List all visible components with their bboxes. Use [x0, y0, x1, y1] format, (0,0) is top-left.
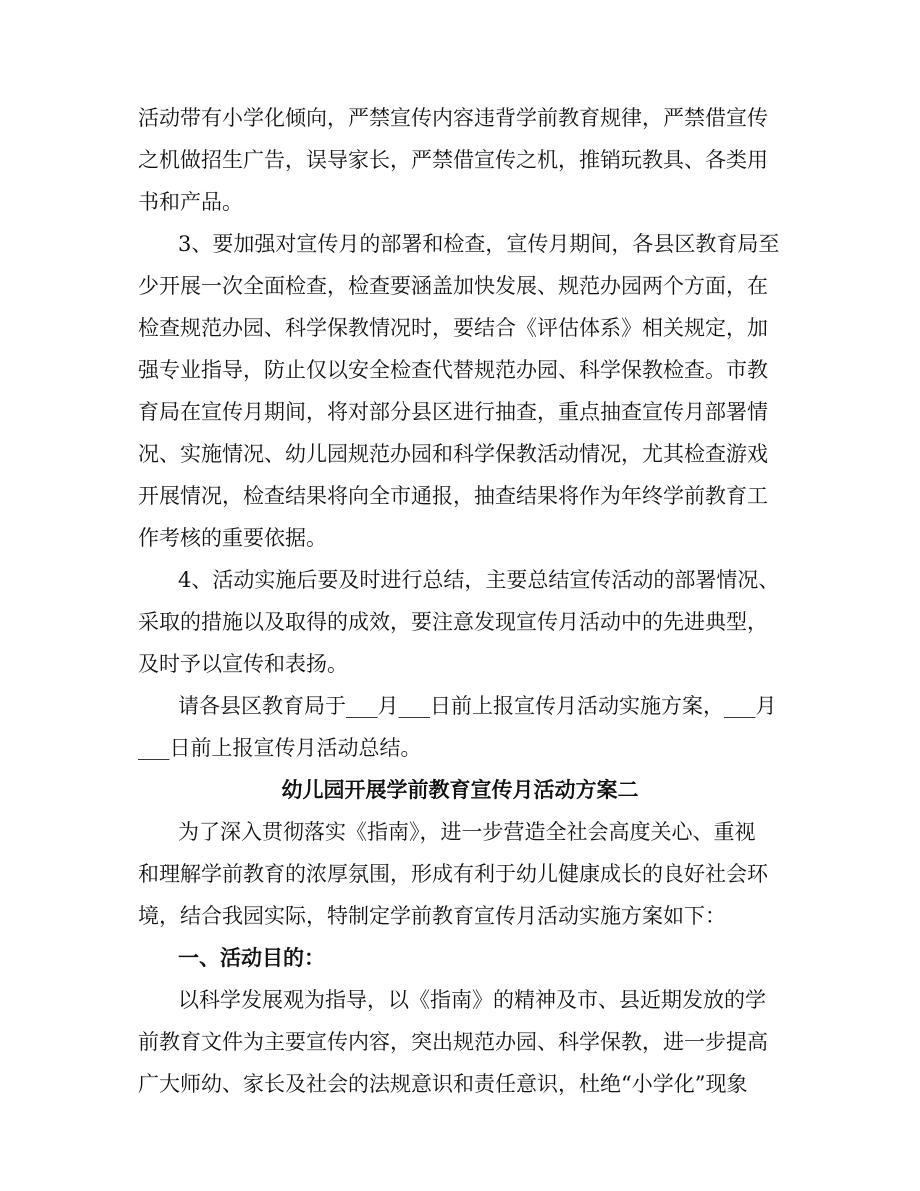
body-text-line: 境，结合我园实际，特制定学前教育宣传月活动实施方案如下： — [138, 904, 726, 928]
body-text-line: 及时予以宣传和表扬。 — [138, 652, 348, 676]
body-text-line: 前教育文件为主要宣传内容，突出规范办园、科学保教，进一步提高 — [138, 1030, 768, 1054]
intro-paragraph-start: 为了深入贯彻落实《指南》，进一步营造全社会高度关心、重视 — [178, 820, 756, 844]
body-text-line: 强专业指导，防止仅以安全检查代替规范办园、科学保教检查。市教 — [138, 358, 768, 382]
body-text-line: 之机做招生广告，误导家长，严禁借宣传之机，推销玩教具、各类用 — [138, 148, 768, 172]
deadline-paragraph-start: 请各县区教育局于___月___日前上报宣传月活动实施方案，___月 — [178, 694, 777, 718]
body-text-line: 育局在宣传月期间，将对部分县区进行抽查，重点抽查宣传月部署情 — [138, 400, 768, 424]
body-text-line: ___日前上报宣传月活动总结。 — [138, 736, 422, 760]
subsection-heading: 一、活动目的： — [178, 945, 325, 970]
body-text-line: 检查规范办园、科学保教情况时，要结合《评估体系》相关规定，加 — [138, 316, 768, 340]
purpose-paragraph-start: 以科学发展观为指导，以《指南》的精神及市、县近期发放的学 — [178, 988, 766, 1012]
body-text-line: 况、实施情况、幼儿园规范办园和科学保教活动情况，尤其检查游戏 — [138, 442, 768, 466]
body-text-line: 活动带有小学化倾向，严禁宣传内容违背学前教育规律，严禁借宣传 — [138, 106, 768, 130]
body-text-line: 开展情况，检查结果将向全市通报，抽查结果将作为年终学前教育工 — [138, 484, 768, 508]
body-text-line: 和理解学前教育的浓厚氛围，形成有利于幼儿健康成长的良好社会环 — [138, 862, 768, 886]
body-text-line: 采取的措施以及取得的成效，要注意发现宣传月活动中的先进典型， — [138, 610, 768, 634]
body-text-line: 作考核的重要依据。 — [138, 526, 327, 550]
paragraph-3-start: 3、要加强对宣传月的部署和检查，宣传月期间，各县区教育局至 — [178, 232, 780, 256]
section-title: 幼儿园开展学前教育宣传月活动方案二 — [281, 777, 639, 802]
body-text-line: 书和产品。 — [138, 190, 243, 214]
paragraph-4-start: 4、活动实施后要及时进行总结，主要总结宣传活动的部署情况、 — [178, 568, 780, 592]
body-text-line: 广大师幼、家长及社会的法规意识和责任意识，杜绝“小学化”现象 — [138, 1072, 748, 1096]
body-text-line: 少开展一次全面检查，检查要涵盖加快发展、规范办园两个方面，在 — [138, 274, 768, 298]
